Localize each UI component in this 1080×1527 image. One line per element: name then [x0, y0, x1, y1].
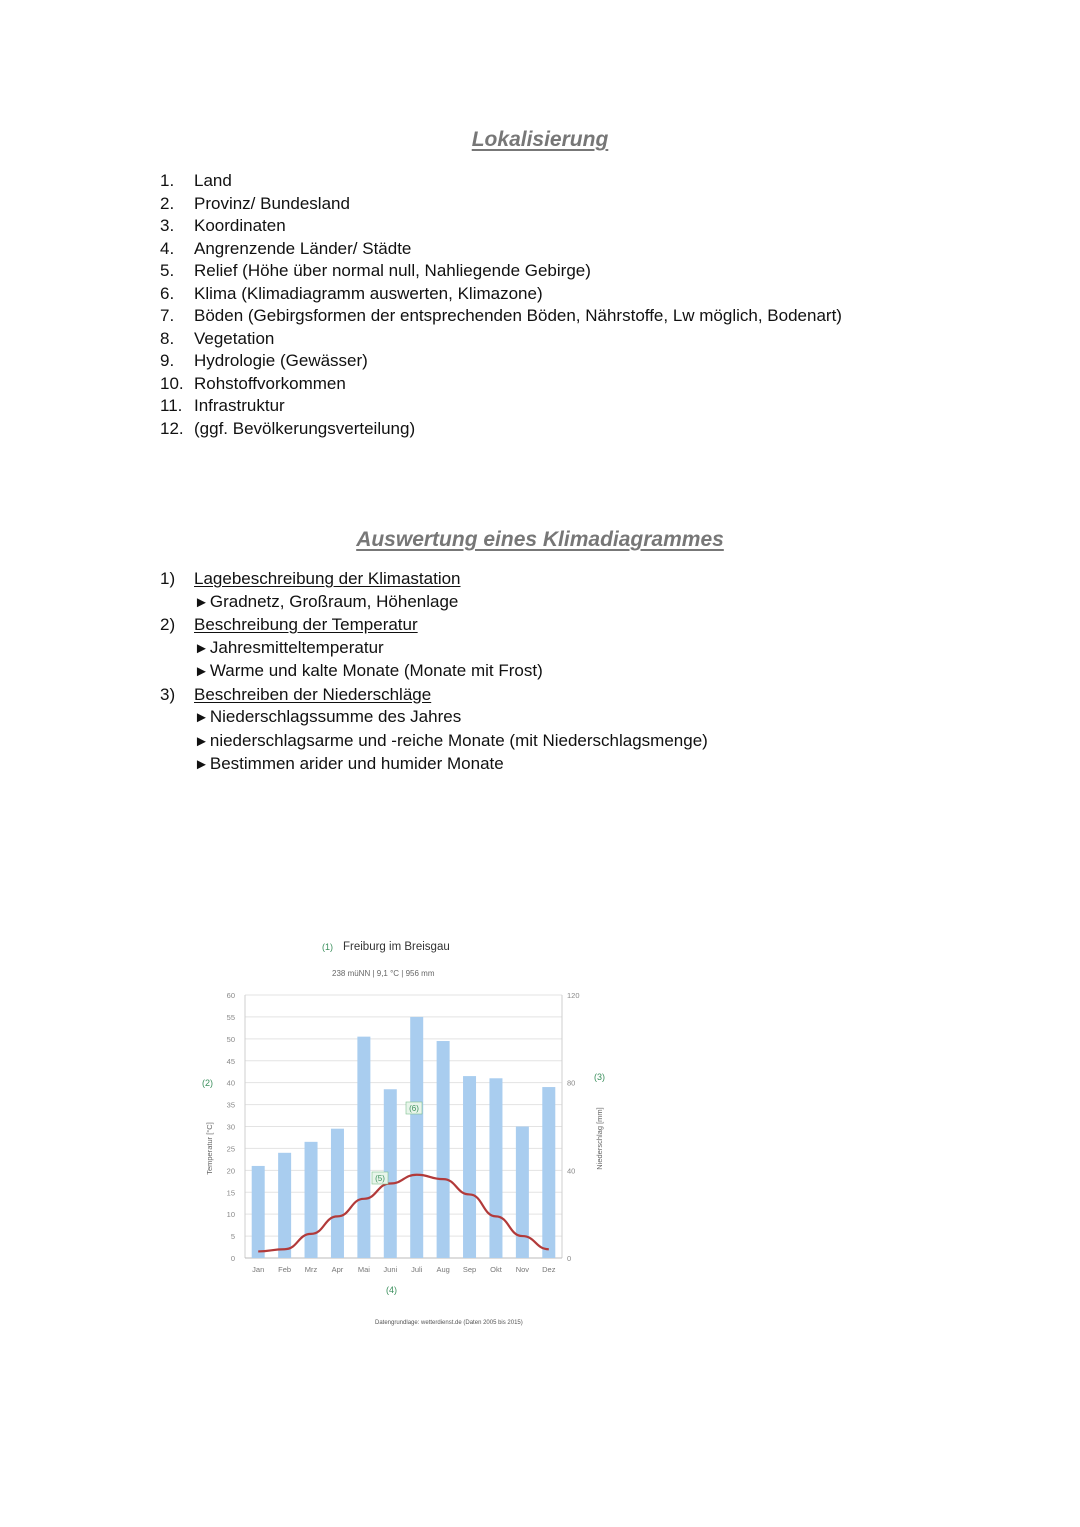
x-axis-marker: (4) — [386, 1285, 397, 1295]
temperature-line — [258, 1175, 549, 1252]
y2-tick-label: 40 — [567, 1166, 576, 1176]
list-item — [160, 350, 842, 373]
list-item-text: Klima (Klimadiagramm auswerten, Klimazone) — [194, 283, 543, 303]
list-item-number: 10. — [160, 373, 184, 393]
list-item-text: (ggf. Bevölkerungsverteilung) — [194, 418, 416, 438]
list-item-number: 8. — [160, 328, 175, 348]
step-bullet — [160, 706, 708, 730]
list-item-text: Vegetation — [194, 328, 275, 348]
x-tick-label: Nov — [515, 1265, 530, 1274]
list-item-number: 11. — [160, 396, 183, 415]
step-heading: Beschreibung der Temperatur — [194, 615, 418, 634]
step-heading-row — [160, 614, 708, 637]
triangle-bullet-icon: ► — [194, 663, 209, 680]
list-item-text: Hydrologie (Gewässer) — [194, 351, 368, 370]
list-item-text: Infrastruktur — [194, 396, 285, 415]
step-heading-row — [160, 684, 708, 707]
step-number: 1) — [160, 569, 176, 588]
precipitation-bar — [305, 1142, 318, 1258]
climate-chart — [190, 930, 630, 1340]
list-item-number: 4. — [160, 238, 175, 258]
step-heading-row — [160, 568, 708, 591]
y-tick-label: 15 — [226, 1188, 235, 1198]
list-item-number: 6. — [160, 283, 175, 303]
triangle-bullet-icon: ► — [194, 732, 209, 750]
section-title-klimadiagramm: Auswertung eines Klimadiagrammes — [356, 528, 724, 551]
triangle-bullet-icon: ► — [194, 593, 209, 611]
triangle-bullet-icon: ► — [194, 709, 209, 726]
list-item-text: Böden (Gebirgsformen der entsprechenden Böden, Nährstoffe, Lw möglich, Bodenart) — [194, 306, 842, 325]
lokalisierung-list — [160, 170, 842, 440]
y-tick-label: 5 — [230, 1232, 235, 1242]
precipitation-bar — [410, 1017, 423, 1258]
annotation-5: (5) — [375, 1174, 385, 1183]
precipitation-bar — [331, 1129, 344, 1258]
y-tick-label: 50 — [226, 1034, 235, 1044]
step-bullet — [160, 660, 708, 684]
list-item-text: Rohstoffvorkommen — [194, 373, 346, 393]
list-item-text: Koordinaten — [194, 216, 286, 235]
x-tick-label: Apr — [331, 1265, 344, 1274]
step-bullet-text: niederschlagsarme und -reiche Monate (mit Niederschlagsmenge) — [209, 730, 708, 750]
step-bullet-text: Gradnetz, Großraum, Höhenlage — [209, 591, 459, 611]
chart-source: Datengrundlage: wetterdienst.de (Daten 2005 bis 2015) — [375, 1320, 523, 1326]
step-heading: Lagebeschreibung der Klimastation — [194, 569, 461, 588]
list-item — [160, 328, 842, 351]
y2-axis-marker: (3) — [594, 1072, 605, 1082]
list-item-number: 7. — [160, 306, 175, 325]
list-item — [160, 238, 842, 261]
precipitation-bar — [357, 1037, 370, 1258]
step-number: 2) — [160, 615, 176, 634]
list-item — [160, 260, 842, 283]
x-tick-label: Okt — [490, 1265, 502, 1274]
chart-title-marker: (1) — [322, 942, 333, 952]
y2-tick-label: 0 — [567, 1254, 572, 1263]
list-item — [160, 215, 842, 238]
list-item-number: 12. — [160, 418, 184, 438]
list-item-number: 2. — [160, 193, 175, 213]
y-tick-label: 30 — [226, 1122, 235, 1132]
climate-chart-svg — [190, 930, 630, 1340]
step-bullet — [160, 637, 708, 661]
y-axis-label: Temperatur [°C] — [205, 1122, 214, 1175]
y-tick-label: 10 — [226, 1210, 235, 1220]
precipitation-bar — [516, 1127, 529, 1259]
y-tick-label: 60 — [226, 991, 235, 1000]
step-bullet-text: Niederschlagssumme des Jahres — [209, 707, 462, 726]
list-item-number: 1. — [160, 171, 175, 190]
x-tick-label: Juni — [383, 1265, 398, 1274]
precipitation-bar — [542, 1087, 555, 1258]
y-tick-label: 45 — [226, 1056, 235, 1066]
y-tick-label: 20 — [226, 1166, 235, 1176]
step-bullet-text: Bestimmen arider und humider Monate — [209, 754, 504, 773]
precipitation-bar — [437, 1041, 450, 1258]
list-item — [160, 373, 842, 396]
y-tick-label: 25 — [226, 1144, 235, 1154]
list-item — [160, 418, 842, 441]
step-bullet — [160, 730, 708, 754]
y2-axis-label: Niederschlag [mm] — [595, 1107, 604, 1170]
list-item-number: 9. — [160, 351, 175, 370]
step-bullet — [160, 753, 708, 777]
x-tick-label: Feb — [278, 1265, 292, 1274]
annotation-6: (6) — [409, 1104, 419, 1113]
list-item — [160, 193, 842, 216]
triangle-bullet-icon: ► — [194, 756, 209, 773]
y-tick-label: 40 — [226, 1078, 235, 1088]
step-heading: Beschreiben der Niederschläge — [194, 684, 432, 704]
chart-title: Freiburg im Breisgau — [343, 941, 450, 953]
x-tick-label: Aug — [436, 1265, 450, 1274]
y2-tick-label: 80 — [567, 1078, 576, 1088]
x-tick-label: Mrz — [304, 1265, 318, 1274]
precipitation-bar — [252, 1166, 265, 1258]
list-item — [160, 283, 842, 306]
list-item-text: Provinz/ Bundesland — [194, 193, 350, 213]
list-item-text: Land — [194, 171, 232, 190]
list-item-number: 3. — [160, 216, 175, 235]
step-bullet-text: Warme und kalte Monate (Monate mit Frost) — [209, 661, 543, 680]
list-item — [160, 305, 842, 328]
step-bullet — [160, 591, 708, 615]
list-item-text: Relief (Höhe über normal null, Nahliegende Gebirge) — [194, 261, 591, 280]
step-number: 3) — [160, 684, 176, 704]
step-bullet-text: Jahresmitteltemperatur — [209, 637, 384, 657]
precipitation-bar — [463, 1076, 476, 1258]
y-tick-label: 0 — [230, 1254, 235, 1263]
list-item-number: 5. — [160, 261, 175, 280]
y2-tick-label: 120 — [567, 991, 580, 1000]
precipitation-bar — [489, 1078, 502, 1258]
klimadiagramm-steps — [160, 568, 708, 777]
list-item — [160, 170, 842, 193]
y-tick-label: 55 — [226, 1012, 235, 1022]
y-tick-label: 35 — [226, 1100, 235, 1110]
list-item — [160, 395, 842, 418]
y-axis-marker: (2) — [202, 1078, 213, 1088]
chart-subtitle: 238 müNN | 9,1 °C | 956 mm — [332, 969, 435, 978]
section-title-lokalisierung: Lokalisierung — [471, 128, 609, 151]
x-tick-label: Jan — [252, 1265, 265, 1274]
x-tick-label: Dez — [542, 1265, 556, 1274]
x-tick-label: Juli — [411, 1265, 423, 1274]
x-tick-label: Mai — [357, 1265, 370, 1274]
x-tick-label: Sep — [462, 1265, 477, 1274]
list-item-text: Angrenzende Länder/ Städte — [194, 238, 412, 258]
precipitation-bar — [278, 1153, 291, 1258]
triangle-bullet-icon: ► — [194, 639, 209, 657]
